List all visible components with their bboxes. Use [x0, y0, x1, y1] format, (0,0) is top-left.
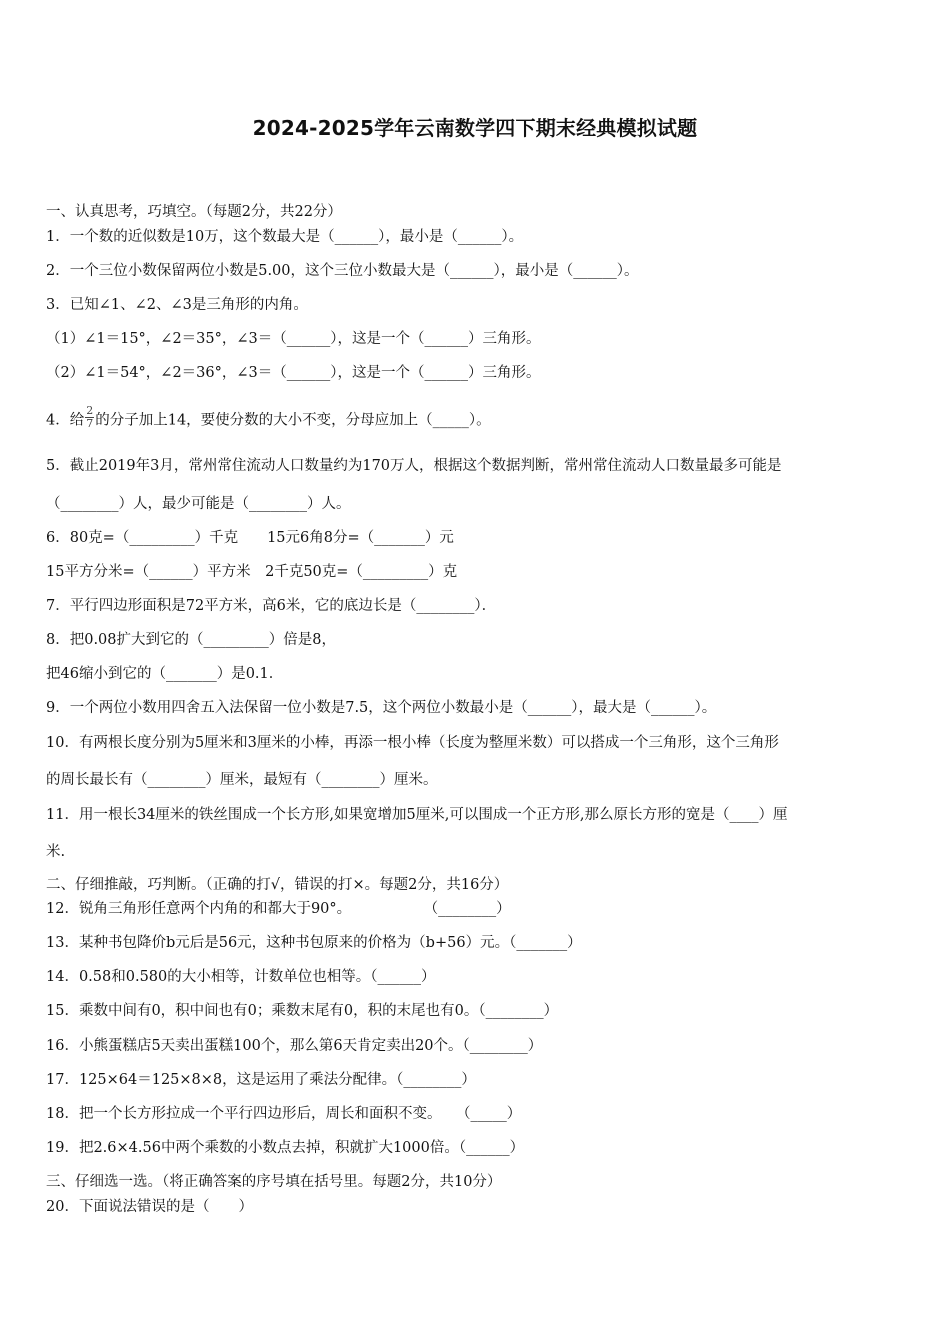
fraction-numerator: 2 — [86, 404, 94, 417]
question-8: 8．把0.08扩大到它的（_________）倍是8， — [46, 632, 336, 648]
question-9: 9．一个两位小数用四舍五入法保留一位小数是7.5，这个两位小数最小是（______），最大是（______）。 — [46, 700, 717, 716]
question-5: 5．截止2019年3月，常州常住流动人口数量约为170万人，根据这个数据判断，常州常住流动人口数量最多可能是 — [46, 458, 782, 474]
question-12: 12．锐角三角形任意两个内角的和都大于90°。 （________） — [46, 901, 511, 917]
question-6: 6．80克=（_________）千克 15元6角8分=（_______）元 — [46, 530, 454, 546]
question-4-lead: 4．给 — [46, 412, 85, 429]
question-20: 20．下面说法错误的是（ ） — [46, 1199, 253, 1215]
question-19: 19．把2.6×4.56中两个乘数的小数点去掉，积就扩大1000倍。（______） — [46, 1140, 525, 1156]
question-3-part-1: （1）∠1＝15°，∠2＝35°，∠3＝（______），这是一个（______）三角形。 — [46, 331, 541, 347]
question-2: 2．一个三位小数保留两位小数是5.00，这个三位小数最大是（______），最小是（______）。 — [46, 263, 639, 279]
question-13: 13．某种书包降价b元后是56元，这种书包原来的价格为（b+56）元。（_______） — [46, 935, 582, 951]
question-1: 1．一个数的近似数是10万，这个数最大是（______），最小是（______）。 — [46, 229, 524, 245]
question-6-cont: 15平方分米=（______）平方米 2千克50克=（_________）克 — [46, 564, 458, 580]
question-5-cont: （________）人，最少可能是（________）人。 — [46, 496, 351, 512]
question-11-cont: 米. — [46, 844, 66, 860]
question-4-text: 的分子加上14，要使分数的大小不变，分母应加上（_____）。 — [95, 412, 491, 429]
section-2-heading: 二、仔细推敲，巧判断。（正确的打√，错误的打×。每题2分，共16分） — [46, 877, 509, 893]
question-7: 7．平行四边形面积是72平方米，高6米，它的底边长是（________）． — [46, 598, 497, 614]
fraction — [85, 405, 94, 430]
section-1-heading: 一、认真思考，巧填空。（每题2分，共22分） — [46, 204, 342, 220]
question-11: 11．用一根长34厘米的铁丝围成一个长方形,如果宽增加5厘米,可以围成一个正方形,那么原长方形的宽是（____）厘 — [46, 807, 788, 823]
question-8-cont: 把46缩小到它的（_______）是0.1． — [46, 666, 284, 682]
question-16: 16．小熊蛋糕店5天卖出蛋糕100个，那么第6天肯定卖出20个。（________） — [46, 1038, 543, 1054]
fraction-denominator: 7 — [86, 417, 94, 430]
section-3-heading: 三、仔细选一选。（将正确答案的序号填在括号里。每题2分，共10分） — [46, 1174, 502, 1190]
question-4 — [46, 404, 491, 433]
question-10-cont: 的周长最长有（________）厘米，最短有（________）厘米。 — [46, 772, 438, 788]
question-3: 3．已知∠1、∠2、∠3是三角形的内角。 — [46, 297, 308, 313]
question-14: 14．0.58和0.580的大小相等，计数单位也相等。（______） — [46, 969, 436, 985]
page-title: 2024-2025学年云南数学四下期末经典模拟试题 — [252, 116, 698, 140]
question-3-part-2: （2）∠1＝54°，∠2＝36°，∠3＝（______），这是一个（______）三角形。 — [46, 365, 541, 381]
question-18: 18．把一个长方形拉成一个平行四边形后，周长和面积不变。 （_____） — [46, 1106, 522, 1122]
question-15: 15．乘数中间有0，积中间也有0；乘数末尾有0，积的末尾也有0。（________） — [46, 1003, 559, 1019]
question-17: 17．125×64＝125×8×8，这是运用了乘法分配律。（________） — [46, 1072, 476, 1088]
question-10: 10．有两根长度分别为5厘米和3厘米的小棒，再添一根小棒（长度为整厘米数）可以搭成一个三角形，这个三角形 — [46, 735, 779, 751]
